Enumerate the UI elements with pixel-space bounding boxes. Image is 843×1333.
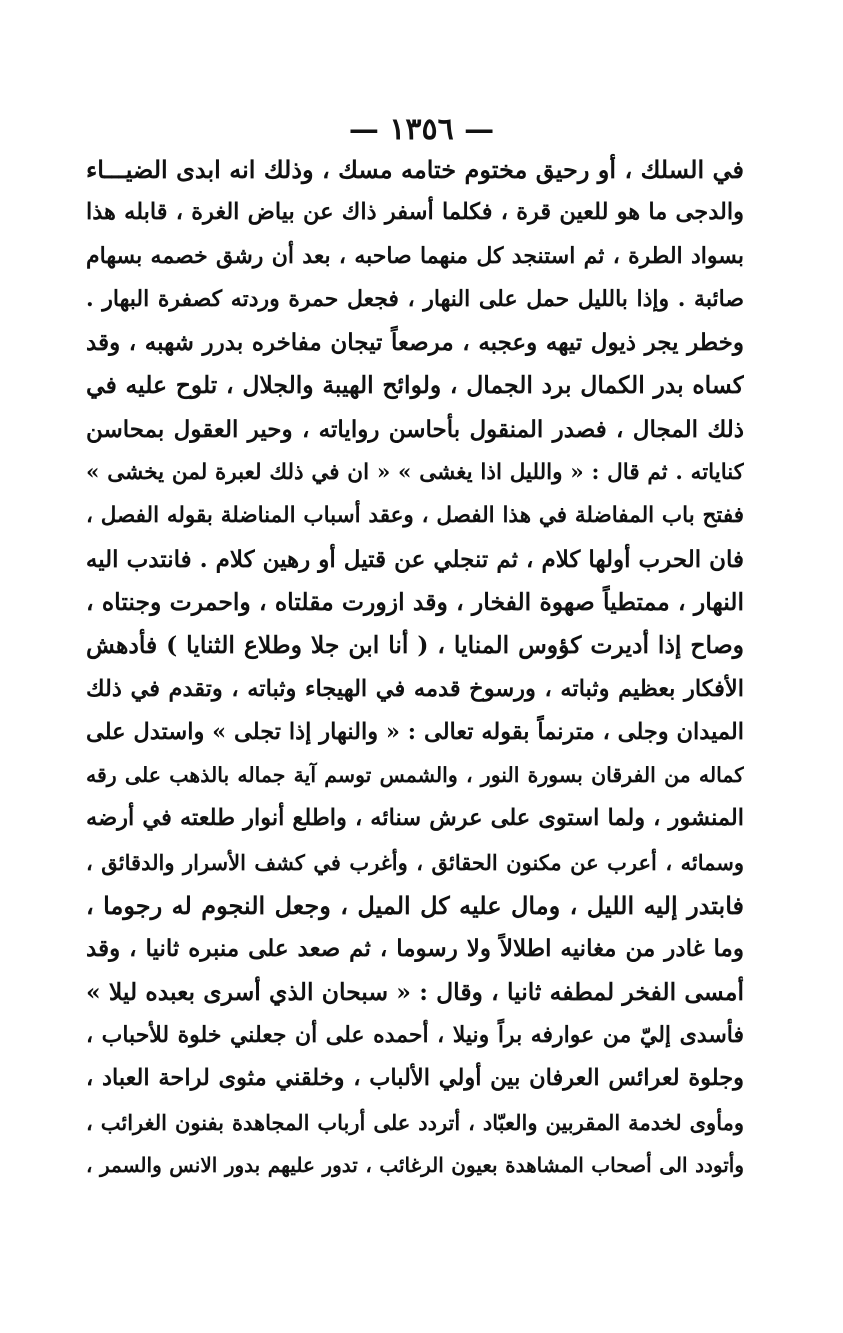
- text-line: كماله من الفرقان بسورة النور ، والشمس توسم آية جماله بالذهب على رقه: [86, 763, 744, 788]
- text-line: ومأوى لخدمة المقربين والعبّاد ، أتردد على أرباب المجاهدة بفنون الغرائب ،: [86, 1109, 744, 1135]
- text-line: وسمائه ، أعرب عن مكنون الحقائق ، وأغرب في كشف الأسرار والدقائق ،: [86, 849, 744, 875]
- text-line: وخطر يجر ذيول تيهه وعجبه ، مرصعاً تيجان مفاخره بدرر شهبه ، وقد: [86, 329, 744, 357]
- text-line: وجلوة لعرائس العرفان بين أولي الألباب ، وخلقني مثوى لراحة العباد ،: [86, 1065, 744, 1092]
- text-line: فأسدى إليّ من عوارفه براً ونيلا ، أحمده على أن جعلني خلوة للأحباب ،: [86, 1021, 744, 1048]
- text-line: وما غادر من مغانيه اطلالاً ولا رسوما ، ثم صعد على منبره ثانيا ، وقد: [86, 935, 744, 963]
- text-line: ففتح باب المفاضلة في هذا الفصل ، وعقد أسباب المناضلة بقوله الفصل ،: [86, 503, 744, 529]
- text-line: الميدان وجلى ، مترنماً بقوله تعالى : « والنهار إذا تجلى » واستدل على: [86, 718, 744, 745]
- text-line: كساه بدر الكمال برد الجمال ، ولوائح الهيبة والجلال ، تلوح عليه في: [86, 371, 744, 400]
- page-number: — ١٣٥٦ —: [348, 112, 495, 147]
- text-line: أمسى الفخر لمطفه ثانيا ، وقال : « سبحان الذي أسرى بعبده ليلا »: [86, 977, 744, 1006]
- text-line: وصاح إذا أديرت كؤوس المنايا ، ( أنا ابن جلا وطلاع الثنايا ) فأدهش: [86, 631, 744, 660]
- text-line: المنشور ، ولما استوى على عرش سنائه ، واطلع أنوار طلعته في أرضه: [86, 805, 744, 832]
- text-line: بسواد الطرة ، ثم استنجد كل منهما صاحبه ، بعد أن رشق خصمه بسهام: [86, 242, 744, 269]
- body-text: [86, 148, 744, 1187]
- text-line: في السلك ، أو رحيق مختوم ختامه مسك ، وذلك انه ابدى الضيـــاء: [86, 155, 744, 184]
- text-line: النهار ، ممتطياً صهوة الفخار ، وقد ازورت مقلتاه ، واحمرت وجنتاه ،: [86, 587, 744, 616]
- text-line: فابتدر إليه الليل ، ومال عليه كل الميل ، وجعل النجوم له رجوما ،: [86, 891, 744, 921]
- text-line: فان الحرب أولها كلام ، ثم تنجلي عن قتيل أو رهين كلام . فانتدب اليه: [86, 545, 744, 573]
- text-line: ذلك المجال ، فصدر المنقول بأحاسن رواياته ، وحير العقول بمحاسن: [86, 415, 744, 443]
- text-line: الأفكار بعظيم وثباته ، ورسوخ قدمه في الهيجاء وثباته ، وتقدم في ذلك: [86, 675, 744, 702]
- text-line: والدجى ما هو للعين قرة ، فكلما أسفر ذاك عن بياض الغرة ، قابله هذا: [86, 199, 744, 226]
- text-line: كناياته . ثم قال : « والليل اذا يغشى » « ان في ذلك لعبرة لمن يخشى »: [86, 460, 744, 486]
- text-line: وأتودد الى أصحاب المشاهدة بعيون الرغائب ، تدور عليهم بدور الانس والسمر ،: [86, 1152, 744, 1177]
- text-line: صائبة . وإذا بالليل حمل على النهار ، فجعل حمرة وردته كصفرة البهار .: [86, 285, 744, 312]
